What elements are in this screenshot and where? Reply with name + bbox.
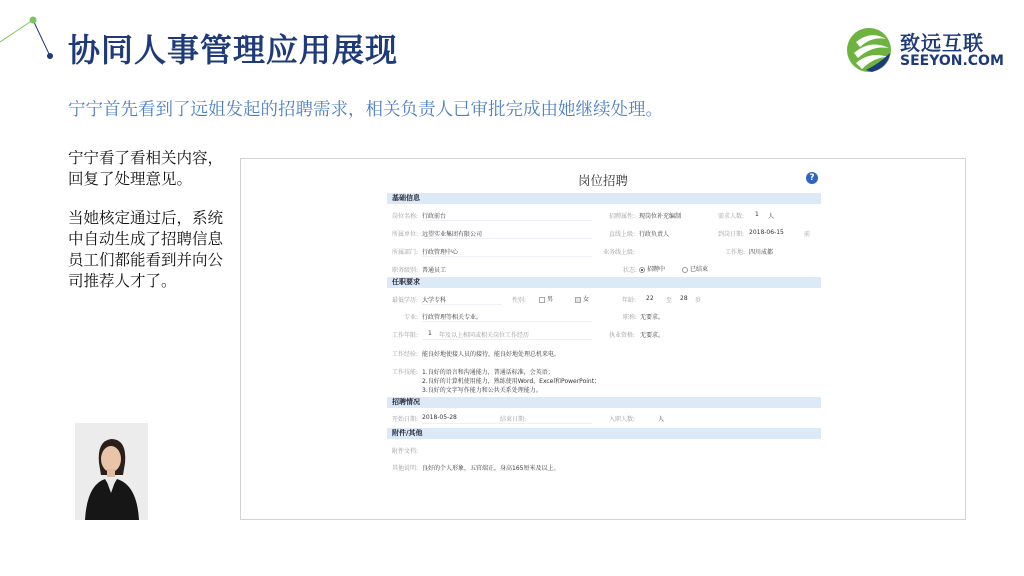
radio-icon[interactable] [682, 267, 688, 273]
status-option-label: 招聘中 [647, 266, 666, 273]
direct-leader-label: 直线上级: [609, 231, 636, 238]
skills-line-2[interactable]: 2.良好的计算机使用能力，熟练使用Word、Excel和PowerPoint； [422, 378, 601, 385]
location-label: 工作地: [725, 249, 746, 256]
paragraph-line: 宁宁看了看相关内容， [68, 149, 224, 167]
paragraph-line: 司推荐人才了。 [68, 272, 177, 290]
arrival-date-suffix: 前 [804, 231, 811, 238]
biz-leader-label: 业务线上级: [603, 249, 636, 256]
paragraph-line: 中自动生成了招聘信息 [68, 230, 224, 248]
headcount-label: 需求人数: [718, 213, 745, 220]
major-label: 专业: [404, 314, 419, 321]
slide-subtitle: 宁宁首先看到了远姐发起的招聘需求，相关负责人已审批完成由她继续处理。 [68, 100, 663, 120]
status-option-label: 已结束 [690, 266, 709, 273]
title-value[interactable]: 无要求。 [640, 314, 665, 321]
logo-chinese-text: 致远互联 [900, 31, 984, 55]
cert-value[interactable]: 无要求。 [640, 332, 665, 339]
major-value[interactable]: 行政管理等相关专业。 [422, 314, 483, 321]
experience-value[interactable]: 能良好地使接人员的接待，能良好地处理总机来电。 [422, 351, 561, 358]
headcount-value[interactable]: 1 [755, 211, 759, 218]
gender-option-male[interactable] [539, 294, 553, 303]
headcount-unit: 人 [768, 213, 775, 220]
seeyon-logo [846, 25, 1004, 75]
unit-label: 所属单位: [392, 231, 419, 238]
education-value[interactable]: 大学专科 [422, 297, 447, 304]
section-recruit-status: 招聘情况 [387, 397, 821, 408]
direct-leader-value[interactable]: 行政负责人 [639, 231, 670, 238]
gender-option-label: 女 [583, 296, 590, 303]
help-icon[interactable]: ? [806, 172, 818, 184]
skills-line-1[interactable]: 1.良好的语言和沟通能力，普通话标准，会英语； [422, 369, 554, 376]
slide-title: 协同人事管理应用展现 [68, 31, 399, 69]
paragraph-line: 回复了处理意见。 [68, 170, 193, 188]
skills-line-3[interactable]: 3.良好的文字写作能力和公共关系处理能力。 [422, 387, 542, 394]
field-underline [422, 304, 502, 305]
corner-decoration [0, 0, 60, 70]
files-label: 附件文档: [392, 448, 419, 455]
arrival-date-label: 到岗日期: [718, 231, 745, 238]
years-text: 年及以上相同或相关岗位工作经历 [439, 332, 530, 339]
years-value[interactable]: 1 [428, 330, 432, 337]
paragraph-approval [68, 208, 243, 292]
status-label: 状态: [623, 267, 638, 274]
section-attachments: 附件/其他 [387, 428, 821, 439]
cert-label: 执业资格: [609, 332, 636, 339]
field-underline [422, 321, 592, 322]
recruit-type-value[interactable]: 现岗位补充编制 [639, 213, 682, 220]
education-label: 最低学历: [392, 297, 419, 304]
gender-option-female[interactable] [575, 294, 589, 303]
field-underline [422, 423, 592, 424]
paragraph-line: 当她核定通过后，系统 [68, 209, 224, 227]
experience-label: 工作经验: [392, 351, 419, 358]
start-date-value[interactable]: 2018-05-28 [422, 414, 457, 421]
arrival-date-value[interactable]: 2018-06-15 [749, 229, 784, 236]
seeyon-logo-icon [846, 25, 896, 75]
status-option-recruiting[interactable] [639, 264, 665, 273]
form-title: 岗位招聘 [577, 173, 628, 188]
position-name-value[interactable]: 行政前台 [422, 213, 447, 220]
gender-option-label: 男 [547, 296, 554, 303]
person-photo-image [75, 423, 148, 520]
field-underline [422, 220, 592, 221]
checkbox-checked-icon[interactable] [575, 297, 581, 303]
radio-selected-icon[interactable] [639, 267, 645, 273]
field-underline [422, 238, 592, 239]
age-max-value[interactable]: 28 [680, 295, 688, 302]
logo-english-text: SEEYON.COM [900, 53, 1004, 69]
field-underline [422, 339, 592, 340]
title-label: 职称: [623, 314, 638, 321]
status-option-ended[interactable] [682, 264, 708, 273]
age-to-text: 至 [666, 297, 673, 304]
unit-value[interactable]: 远望实业集团有限公司 [422, 231, 483, 238]
location-value[interactable]: 四川成都 [749, 249, 774, 256]
section-requirements: 任职要求 [387, 277, 821, 288]
notes-value[interactable]: 良好的个人形象，五官端正，身高165厘米及以上。 [422, 465, 560, 472]
age-min-value[interactable]: 22 [646, 295, 654, 302]
person-photo [75, 423, 148, 520]
field-underline [422, 256, 592, 257]
recruit-type-label: 招聘属性: [609, 213, 636, 220]
position-name-label: 岗位名称: [392, 213, 419, 220]
paragraph-reply [68, 148, 243, 190]
recruitment-form-window [240, 158, 966, 520]
dept-label: 所属部门: [392, 249, 419, 256]
level-value[interactable]: 普通员工 [422, 267, 447, 274]
start-date-label: 开始日期: [392, 416, 419, 423]
years-label: 工作年限: [392, 332, 419, 339]
age-label: 年龄: [622, 297, 637, 304]
skills-label: 工作技能: [392, 369, 419, 376]
hired-count-unit: 人 [658, 416, 665, 423]
section-basic-info: 基础信息 [387, 193, 821, 204]
notes-label: 其他说明: [392, 465, 419, 472]
dept-value[interactable]: 行政管理中心 [422, 249, 459, 256]
end-date-label: 结束日期: [500, 416, 527, 423]
age-unit: 岁 [695, 297, 702, 304]
hired-count-label: 入职人数: [609, 416, 636, 423]
level-label: 职务级别: [392, 267, 419, 274]
gender-label: 性别: [512, 297, 527, 304]
checkbox-icon[interactable] [539, 297, 545, 303]
paragraph-line: 员工们都能看到并向公 [68, 251, 224, 269]
